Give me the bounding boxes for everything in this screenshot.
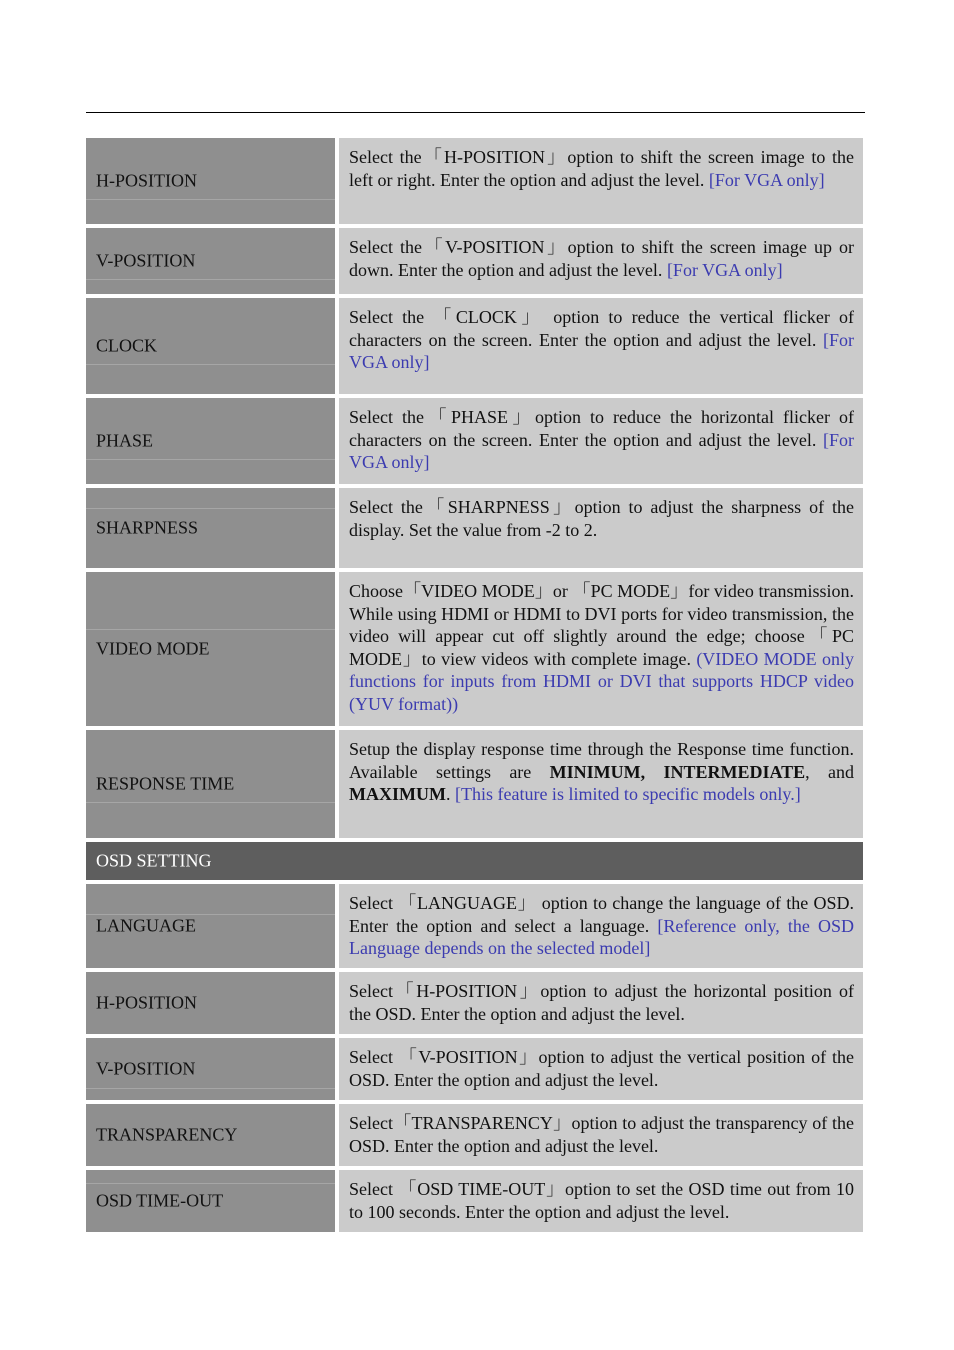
table-row	[86, 1038, 863, 1100]
table-row	[86, 138, 863, 224]
section-header-osd-setting	[86, 842, 863, 880]
setting-label: VIDEO MODE	[96, 638, 210, 659]
cell-divider	[86, 279, 335, 280]
note-text: (VIDEO MODE only functions for inputs from HDMI or DVI that supports HDCP video (YUV format))	[349, 648, 855, 714]
setting-label: TRANSPARENCY	[96, 1124, 238, 1145]
cell-divider	[86, 508, 335, 509]
description-text: .	[445, 784, 455, 804]
description-text: Select 「V-POSITION」option to adjust the vertical position of the OSD. Enter the option and adjust the level.	[349, 1047, 854, 1090]
cell-divider	[86, 199, 335, 200]
setting-label-cell	[86, 1170, 335, 1232]
description-text: Select the「H-POSITION」option to shift the screen image to the left or right. Enter the option and adjust the level.	[349, 147, 854, 190]
note-text: [For VGA only]	[349, 329, 854, 372]
setting-label-cell	[86, 972, 335, 1034]
description-text: Select 「OSD TIME-OUT」option to set the OSD time out from 10 to 100 seconds. Enter the option and adjust the level.	[349, 1179, 854, 1222]
note-text: [For VGA only]	[349, 429, 854, 472]
table-row	[86, 1170, 863, 1232]
description-text: Select「H-POSITION」option to adjust the horizontal position of the OSD. Enter the option and adjust the level.	[349, 981, 854, 1024]
picture-settings-group	[86, 138, 863, 838]
table-row	[86, 1104, 863, 1166]
setting-label: V-POSITION	[96, 250, 196, 271]
setting-description	[339, 138, 863, 224]
setting-label: H-POSITION	[96, 170, 197, 191]
description-text: Select the 「CLOCK」 option to reduce the vertical flicker of characters on the screen. Enter the option and adjust the level.	[349, 307, 854, 350]
table-row	[86, 488, 863, 568]
table-row	[86, 228, 863, 294]
setting-label: PHASE	[96, 430, 154, 451]
cell-divider	[86, 802, 335, 803]
description-text: INTERMEDIATE	[663, 761, 806, 782]
setting-label-cell	[86, 298, 335, 394]
setting-description	[339, 398, 863, 484]
table-row	[86, 398, 863, 484]
table-row	[86, 298, 863, 394]
cell-divider	[86, 364, 335, 365]
description-text: , and	[805, 761, 855, 782]
cell-divider	[86, 459, 335, 460]
description-text: Select the「V-POSITION」option to shift the screen image up or down. Enter the option and adjust the level.	[349, 237, 854, 280]
setting-label: OSD TIME-OUT	[96, 1190, 224, 1211]
osd-settings-group	[86, 884, 863, 1232]
description-text	[645, 762, 663, 782]
setting-label: CLOCK	[96, 335, 158, 356]
setting-label-cell	[86, 488, 335, 568]
note-text: [For VGA only]	[666, 259, 783, 280]
setting-label: LANGUAGE	[96, 915, 196, 936]
description-text: Select「TRANSPARENCY」option to adjust the transparency of the OSD. Enter the option and adjust the level.	[349, 1113, 854, 1156]
setting-description	[339, 730, 863, 838]
description-text: Select 「LANGUAGE」 option to change the language of the OSD. Enter the option and select a language.	[349, 893, 854, 936]
cell-divider	[86, 629, 335, 630]
table-row	[86, 730, 863, 838]
cell-divider	[86, 1183, 335, 1184]
table-row	[86, 884, 863, 968]
table-row	[86, 572, 863, 726]
setting-label-cell	[86, 138, 335, 224]
setting-description	[339, 228, 863, 294]
description-text: Choose「VIDEO MODE」or 「PC MODE」for video transmission. While using HDMI or HDMI to DVI ports for video transmission, the video will appear cut off slightly around the edge; choose「PC MODE」to view videos with complete image.	[349, 581, 854, 669]
note-text: [For VGA only]	[708, 169, 825, 190]
setting-label-cell	[86, 1104, 335, 1166]
settings-table	[86, 138, 863, 1236]
setting-description	[339, 884, 863, 968]
setting-description	[339, 488, 863, 568]
section-title: OSD SETTING	[96, 850, 212, 871]
description-text: Select the「SHARPNESS」option to adjust the sharpness of the display. Set the value from -2 to 2.	[349, 497, 854, 540]
description-text: MAXIMUM	[349, 784, 446, 804]
setting-label-cell	[86, 572, 335, 726]
setting-description	[339, 1038, 863, 1100]
description-text: Select the「PHASE」option to reduce the horizontal flicker of characters on the screen. Enter the option and adjust the level.	[349, 407, 854, 450]
note-text: [Reference only, the OSD Language depends on the selected model]	[349, 915, 854, 958]
setting-label-cell	[86, 228, 335, 294]
setting-label-cell	[86, 1038, 335, 1100]
setting-description	[339, 1104, 863, 1166]
setting-label: H-POSITION	[96, 992, 197, 1013]
cell-divider	[86, 1088, 335, 1089]
setting-label-cell	[86, 884, 335, 968]
setting-label: SHARPNESS	[96, 517, 199, 538]
setting-description	[339, 972, 863, 1034]
setting-label: RESPONSE TIME	[96, 773, 235, 794]
setting-description	[339, 572, 863, 726]
setting-description	[339, 1170, 863, 1232]
description-text: MINIMUM,	[549, 761, 646, 782]
setting-description	[339, 298, 863, 394]
top-rule	[86, 112, 865, 113]
setting-label-cell	[86, 730, 335, 838]
setting-label: V-POSITION	[96, 1058, 196, 1079]
description-text: Setup the display response time through the Response time function. Available settings are	[349, 739, 854, 782]
setting-label-cell	[86, 398, 335, 484]
note-text: [This feature is limited to specific models only.]	[454, 784, 801, 804]
table-row	[86, 972, 863, 1034]
